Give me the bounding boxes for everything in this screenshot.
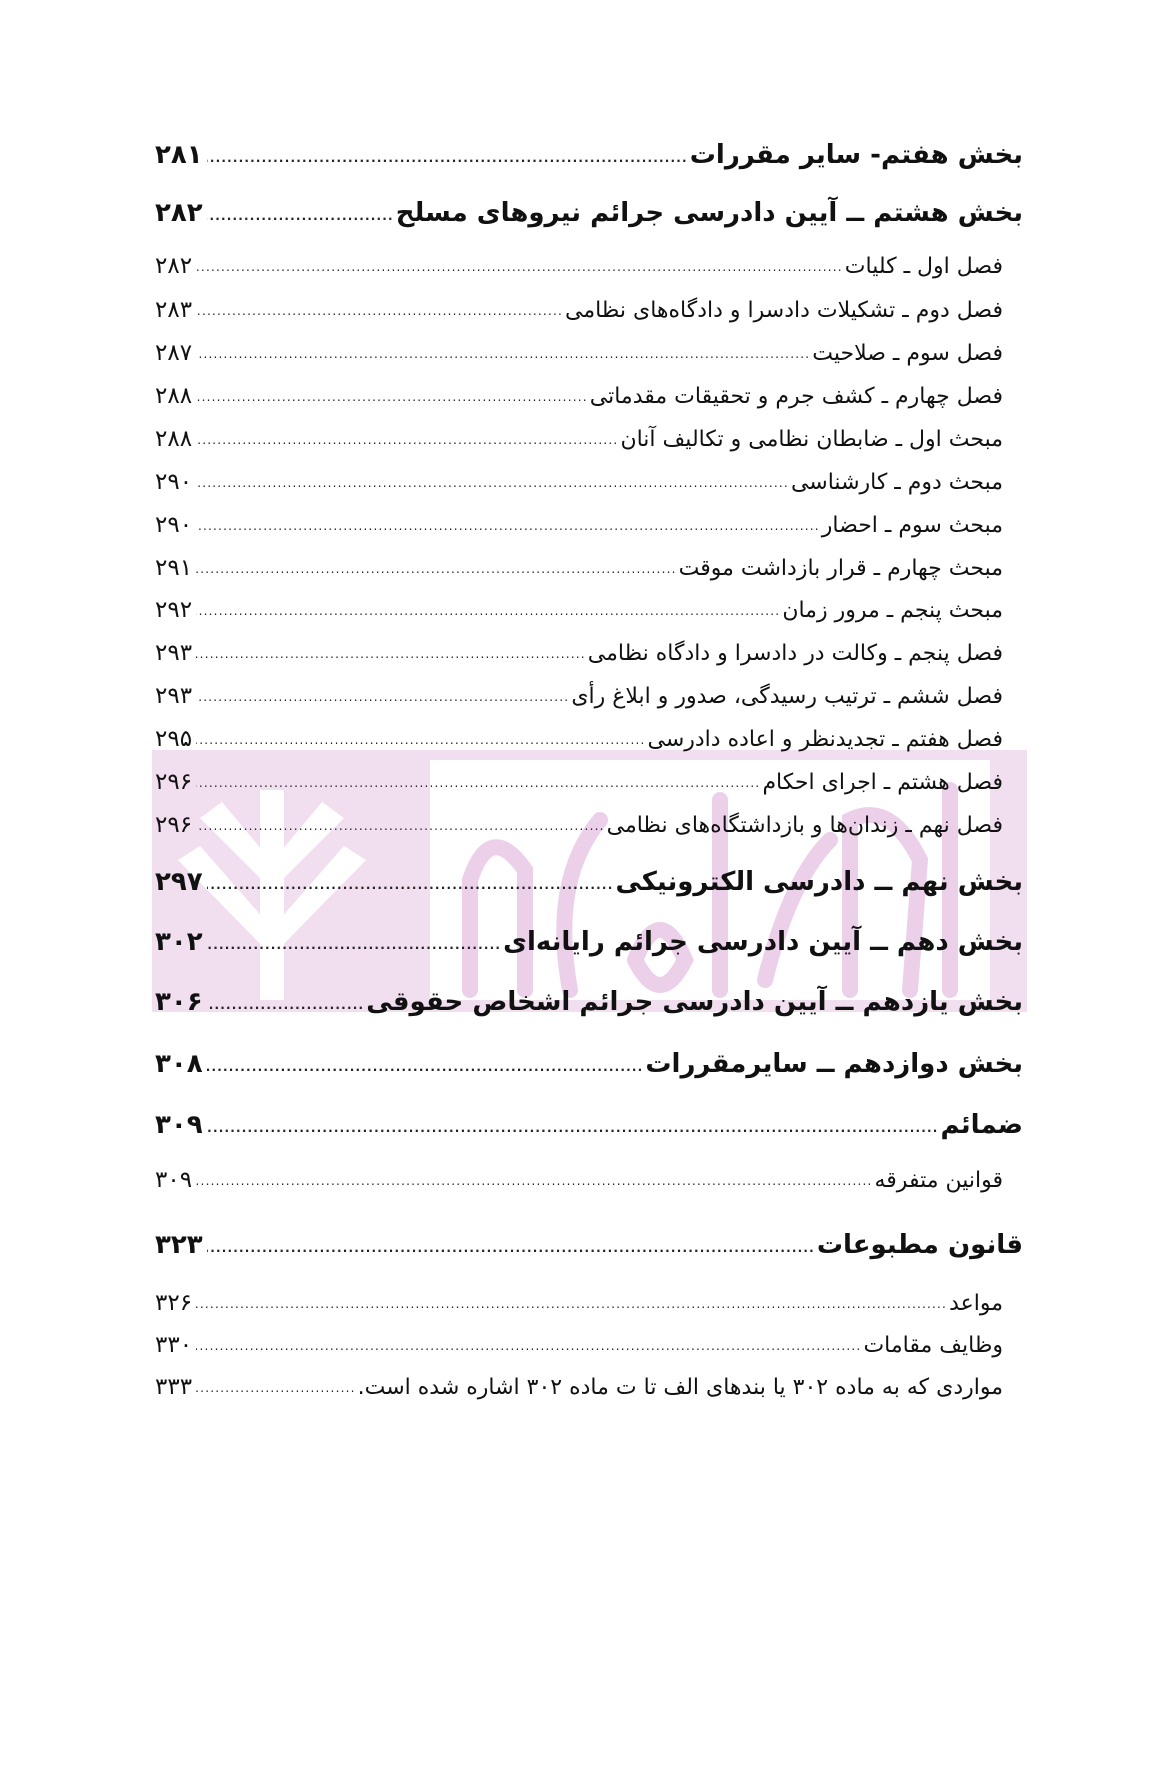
entry-page-number: ۳۲۶ [155, 1290, 193, 1316]
dot-leader [196, 1340, 861, 1352]
entry-title: فصل هشتم ـ اجرای احکام [762, 770, 1003, 795]
entry-title: مبحث پنجم ـ مرور زمان [782, 598, 1003, 623]
entry-title: مواعد [949, 1291, 1003, 1316]
entry-page-number: ۳۲۳ [155, 1230, 203, 1260]
dot-leader [196, 348, 810, 360]
entry-page-number: ۲۸۸ [155, 426, 193, 452]
entry-page-number: ۲۹۰ [155, 469, 193, 495]
entry-page-number: ۲۹۳ [155, 640, 193, 666]
entry-title: فصل اول ـ کلیات [844, 254, 1003, 279]
entry-title: بخش دوازدهم ــ سایرمقررات [645, 1049, 1023, 1079]
toc-entry[interactable] [155, 1110, 1023, 1140]
dot-leader [196, 391, 588, 403]
entry-page-number: ۲۸۱ [155, 140, 203, 170]
toc-entry[interactable] [155, 987, 1023, 1017]
toc-entry[interactable] [155, 1332, 1003, 1358]
entry-page-number: ۳۰۶ [155, 987, 203, 1017]
entry-page-number: ۲۸۲ [155, 198, 203, 228]
dot-leader [196, 734, 645, 746]
entry-page-number: ۲۸۳ [155, 297, 193, 323]
entry-page-number: ۳۰۸ [155, 1049, 203, 1079]
entry-title: بخش نهم ــ دادرسی الکترونیکی [615, 867, 1023, 897]
dot-leader [196, 1382, 356, 1394]
dot-leader [196, 520, 820, 532]
entry-title: وظایف مقامات [863, 1333, 1003, 1358]
entry-title: بخش دهم ــ آیین دادرسی جرائم رایانه‌ای [503, 927, 1023, 957]
entry-page-number: ۳۰۲ [155, 927, 203, 957]
entry-page-number: ۲۹۶ [155, 812, 193, 838]
entry-title: بخش هفتم- سایر مقررات [689, 140, 1023, 170]
dot-leader [207, 1061, 644, 1073]
toc-entry[interactable] [155, 140, 1023, 170]
entry-page-number: ۳۳۰ [155, 1332, 193, 1358]
entry-page-number: ۳۰۹ [155, 1110, 203, 1140]
entry-title: فصل پنجم ـ وکالت در دادسرا و دادگاه نظامی [587, 641, 1003, 666]
dot-leader [207, 1242, 815, 1254]
dot-leader [207, 939, 502, 951]
dot-leader [196, 434, 618, 446]
entry-page-number: ۲۹۳ [155, 683, 193, 709]
toc-entry[interactable] [155, 812, 1003, 838]
entry-title: مواردی که به ماده ۳۰۲ یا بندهای الف تا ت ماده ۳۰۲ اشاره شده است. [357, 1375, 1003, 1400]
entry-page-number: ۳۰۹ [155, 1167, 193, 1193]
dot-leader [196, 563, 677, 575]
entry-title: مبحث دوم ـ کارشناسی [790, 470, 1003, 495]
toc-entry[interactable] [155, 867, 1023, 897]
toc-entry[interactable] [155, 426, 1003, 452]
entry-title: مبحث اول ـ ضابطان نظامی و تکالیف آنان [620, 427, 1003, 452]
toc-entry[interactable] [155, 555, 1003, 581]
entry-title: مبحث سوم ـ احضار [821, 513, 1003, 538]
dot-leader [196, 605, 780, 617]
dot-leader [196, 648, 586, 660]
entry-title: قانون مطبوعات [816, 1230, 1023, 1260]
dot-leader [196, 820, 605, 832]
dot-leader [196, 477, 789, 489]
toc-entry[interactable] [155, 683, 1003, 709]
entry-page-number: ۲۹۰ [155, 512, 193, 538]
toc-entry[interactable] [155, 597, 1003, 623]
entry-page-number: ۲۹۷ [155, 867, 203, 897]
toc-entry[interactable] [155, 512, 1003, 538]
dot-leader [196, 777, 760, 789]
toc-entry[interactable] [155, 1230, 1023, 1260]
dot-leader [196, 305, 563, 317]
toc-entry[interactable] [155, 1374, 1003, 1400]
entry-title: فصل ششم ـ ترتیب رسیدگی، صدور و ابلاغ رأی [571, 684, 1003, 709]
dot-leader [207, 152, 688, 164]
toc-entry[interactable] [155, 253, 1003, 279]
entry-title: فصل دوم ـ تشکیلات دادسرا و دادگاه‌های نظامی [564, 298, 1003, 323]
entry-page-number: ۲۹۵ [155, 726, 193, 752]
entry-title: بخش یازدهم ــ آیین دادرسی جرائم اشخاص حقوقی [366, 987, 1023, 1017]
entry-title: فصل هفتم ـ تجدیدنظر و اعاده دادرسی [647, 727, 1003, 752]
entry-page-number: ۲۹۲ [155, 597, 193, 623]
toc-entry[interactable] [155, 927, 1023, 957]
toc-entry[interactable] [155, 1290, 1003, 1316]
dot-leader [207, 879, 614, 891]
toc-entry[interactable] [155, 769, 1003, 795]
entry-page-number: ۲۸۸ [155, 383, 193, 409]
toc-entry[interactable] [155, 1049, 1023, 1079]
dot-leader [207, 210, 394, 222]
dot-leader [196, 1175, 872, 1187]
entry-title: فصل سوم ـ صلاحیت [812, 341, 1003, 366]
dot-leader [196, 691, 569, 703]
toc-entry[interactable] [155, 297, 1003, 323]
dot-leader [207, 999, 365, 1011]
toc-entry[interactable] [155, 469, 1003, 495]
dot-leader [207, 1122, 939, 1134]
entry-title: قوانین متفرقه [874, 1168, 1003, 1193]
entry-title: ضمائم [940, 1110, 1023, 1140]
toc-entry[interactable] [155, 198, 1023, 228]
entry-title: بخش هشتم ــ آیین دادرسی جرائم نیروهای مسلح [395, 198, 1023, 228]
entry-page-number: ۲۸۷ [155, 340, 193, 366]
toc-entry[interactable] [155, 640, 1003, 666]
entry-title: فصل چهارم ـ کشف جرم و تحقیقات مقدماتی [589, 384, 1003, 409]
dot-leader [196, 261, 843, 273]
toc-entry[interactable] [155, 340, 1003, 366]
entry-title: فصل نهم ـ زندان‌ها و بازداشتگاه‌های نظامی [606, 813, 1003, 838]
dot-leader [196, 1298, 947, 1310]
entry-page-number: ۲۹۱ [155, 555, 193, 581]
toc-entry[interactable] [155, 1167, 1003, 1193]
entry-page-number: ۲۹۶ [155, 769, 193, 795]
toc-entry[interactable] [155, 726, 1003, 752]
toc-entry[interactable] [155, 383, 1003, 409]
entry-page-number: ۲۸۲ [155, 253, 193, 279]
entry-page-number: ۳۳۳ [155, 1374, 193, 1400]
entry-title: مبحث چهارم ـ قرار بازداشت موقت [678, 556, 1003, 581]
